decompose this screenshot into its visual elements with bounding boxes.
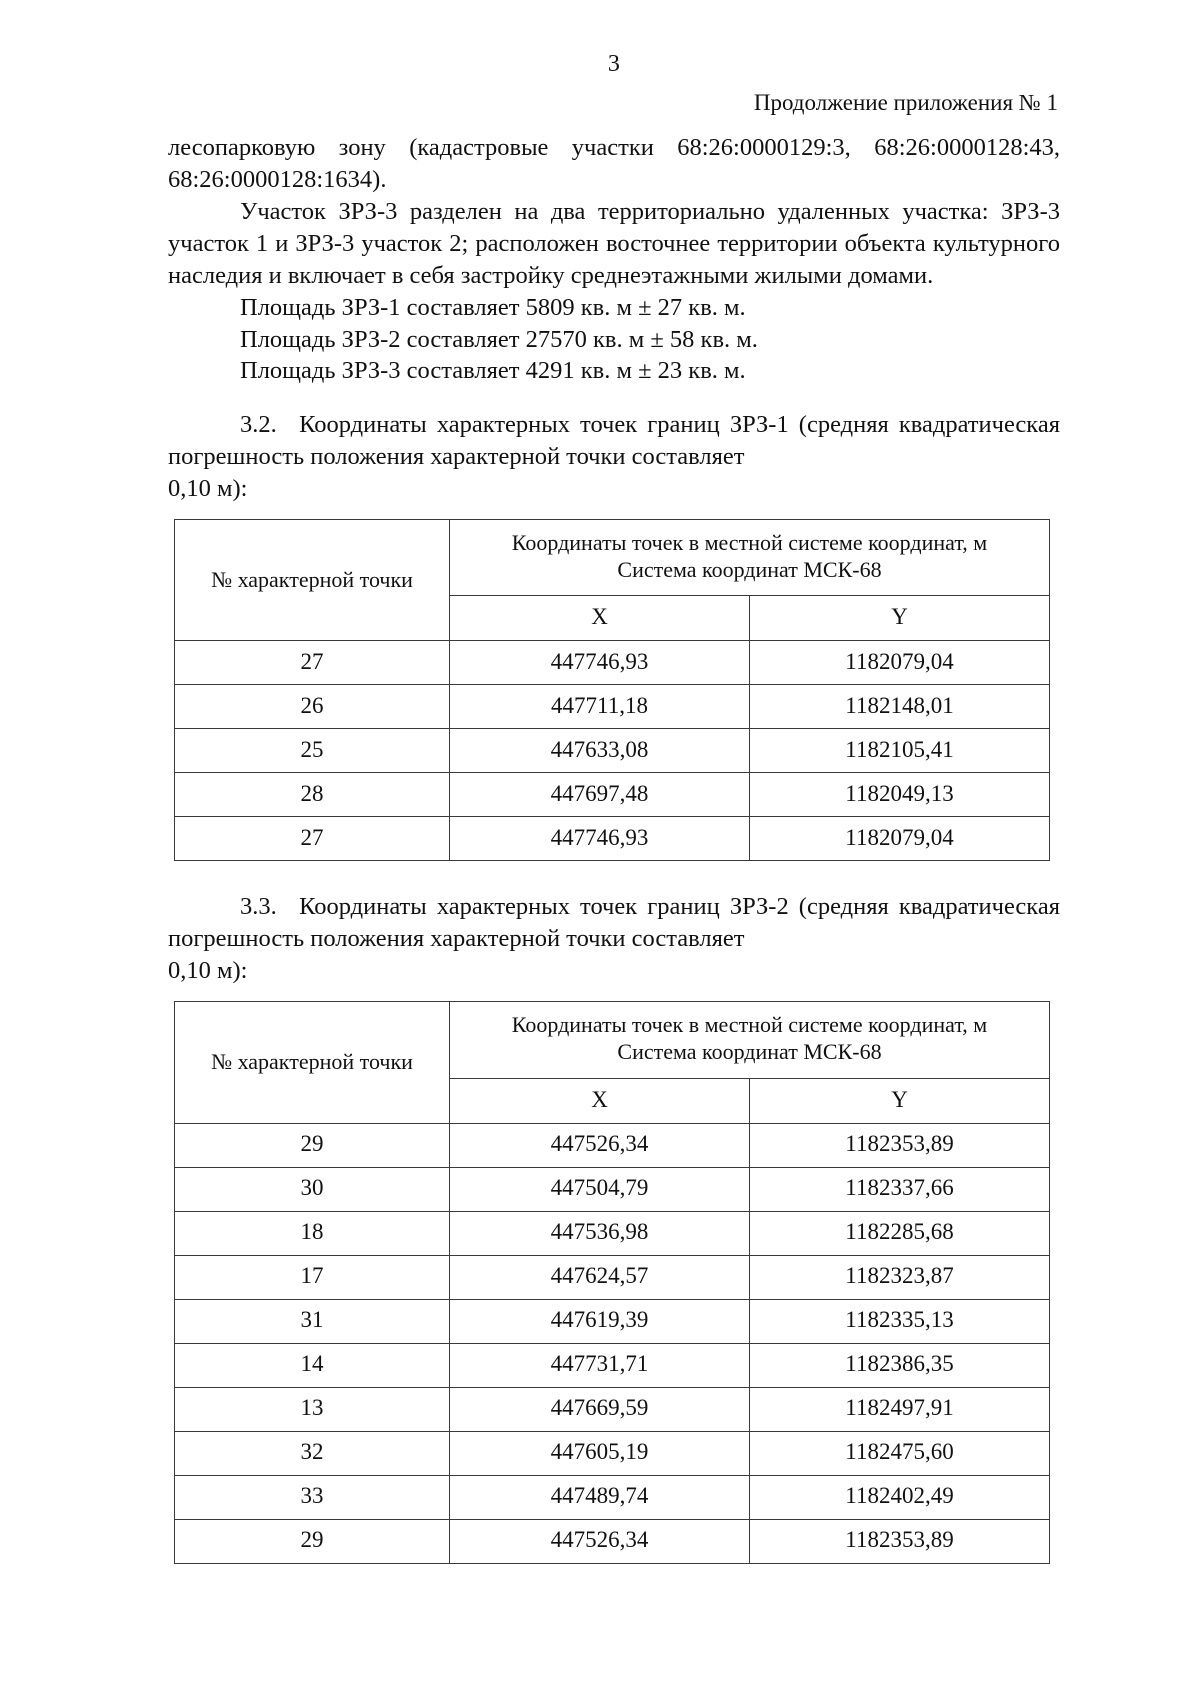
cell-point-number: 30 <box>175 1167 450 1211</box>
table-row <box>175 773 1050 817</box>
page-number: 3 <box>607 51 621 77</box>
area-zrz2: Площадь ЗРЗ-2 составляет 27570 кв. м ± 58 кв. м. <box>240 325 758 353</box>
cell-y: 1182285,68 <box>750 1211 1050 1255</box>
table-row <box>175 1211 1050 1255</box>
cell-x: 447526,34 <box>450 1519 750 1563</box>
cell-y: 1182353,89 <box>750 1123 1050 1167</box>
cell-y: 1182105,41 <box>750 729 1050 773</box>
cell-x: 447731,71 <box>450 1343 750 1387</box>
cell-point-number: 17 <box>175 1255 450 1299</box>
appendix-continuation-note: Продолжение приложения № 1 <box>753 90 1058 115</box>
header-x: X <box>450 1078 750 1123</box>
coordinates-table-zrz1 <box>174 519 1050 862</box>
header-point-number: № характерной точки <box>175 1001 450 1123</box>
cell-y: 1182497,91 <box>750 1387 1050 1431</box>
cell-y: 1182335,13 <box>750 1299 1050 1343</box>
cell-y: 1182148,01 <box>750 685 1050 729</box>
cell-point-number: 13 <box>175 1387 450 1431</box>
cell-x: 447624,57 <box>450 1255 750 1299</box>
table-row <box>175 641 1050 685</box>
cell-point-number: 32 <box>175 1431 450 1475</box>
table-row <box>175 1431 1050 1475</box>
cell-point-number: 26 <box>175 685 450 729</box>
cell-point-number: 14 <box>175 1343 450 1387</box>
table-row <box>175 817 1050 861</box>
cell-point-number: 25 <box>175 729 450 773</box>
header-coordinates-line2: Система координат МСК-68 <box>617 556 882 582</box>
cell-x: 447619,39 <box>450 1299 750 1343</box>
paragraph-forest-park-zone: лесопарковую зону (кадастровые участки 68:26:0000129:3, 68:26:0000128:43, 68:26:0000128:1634). <box>168 134 1060 194</box>
header-x: X <box>450 596 750 641</box>
cell-x: 447504,79 <box>450 1167 750 1211</box>
header-point-number: № характерной точки <box>175 519 450 641</box>
cell-y: 1182049,13 <box>750 773 1050 817</box>
cell-x: 447633,08 <box>450 729 750 773</box>
table-row <box>175 1343 1050 1387</box>
cell-x: 447526,34 <box>450 1123 750 1167</box>
section-3-3-lastline: 0,10 м): <box>168 957 248 985</box>
cell-point-number: 29 <box>175 1123 450 1167</box>
table-row <box>175 1299 1050 1343</box>
cell-y: 1182079,04 <box>750 817 1050 861</box>
table-row <box>175 1387 1050 1431</box>
table-body-zrz1 <box>175 641 1050 861</box>
cell-x: 447711,18 <box>450 685 750 729</box>
table-row <box>175 1475 1050 1519</box>
section-3-3-heading <box>168 891 1060 987</box>
cell-point-number: 29 <box>175 1519 450 1563</box>
cell-point-number: 27 <box>175 817 450 861</box>
cell-point-number: 27 <box>175 641 450 685</box>
cell-y: 1182337,66 <box>750 1167 1050 1211</box>
table-header-row-top <box>175 519 1050 596</box>
paragraph-zrz3-description: Участок ЗРЗ-3 разделен на два территориально удаленных участка: ЗРЗ-3 участок 1 и ЗРЗ-3 участок 2; расположен восточнее территории объекта культурного наследия и включает в себя застройку среднеэтажными жилыми домами. <box>168 198 1060 289</box>
section-3-3-text: 3.3. Координаты характерных точек границ ЗРЗ-2 (средняя квадратическая погрешность положения характерной точки составляет <box>168 893 1060 953</box>
section-3-2-text: 3.2. Координаты характерных точек границ ЗРЗ-1 (средняя квадратическая погрешность положения характерной точки составляет <box>168 411 1060 471</box>
cell-x: 447697,48 <box>450 773 750 817</box>
cell-x: 447669,59 <box>450 1387 750 1431</box>
coordinates-table-zrz2 <box>174 1001 1050 1564</box>
table-row <box>175 1123 1050 1167</box>
table-row <box>175 685 1050 729</box>
cell-y: 1182386,35 <box>750 1343 1050 1387</box>
cell-x: 447489,74 <box>450 1475 750 1519</box>
cell-x: 447746,93 <box>450 817 750 861</box>
cell-y: 1182079,04 <box>750 641 1050 685</box>
table-row <box>175 1255 1050 1299</box>
cell-y: 1182402,49 <box>750 1475 1050 1519</box>
cell-point-number: 33 <box>175 1475 450 1519</box>
cell-x: 447605,19 <box>450 1431 750 1475</box>
table-body-zrz2 <box>175 1123 1050 1563</box>
cell-y: 1182475,60 <box>750 1431 1050 1475</box>
table-row <box>175 1167 1050 1211</box>
cell-point-number: 31 <box>175 1299 450 1343</box>
area-zrz1: Площадь ЗРЗ-1 составляет 5809 кв. м ± 27 кв. м. <box>240 293 746 321</box>
table-row <box>175 1519 1050 1563</box>
cell-x: 447746,93 <box>450 641 750 685</box>
table-row <box>175 729 1050 773</box>
cell-y: 1182323,87 <box>750 1255 1050 1299</box>
area-zrz3: Площадь ЗРЗ-3 составляет 4291 кв. м ± 23 кв. м. <box>240 357 746 385</box>
table-header-row-top <box>175 1001 1050 1078</box>
table-head-zrz2 <box>175 1001 1050 1123</box>
cell-x: 447536,98 <box>450 1211 750 1255</box>
header-coordinates <box>450 1001 1050 1078</box>
table-head-zrz1 <box>175 519 1050 641</box>
section-3-2-heading <box>168 409 1060 505</box>
header-coordinates-line2: Система координат МСК-68 <box>617 1038 882 1064</box>
header-coordinates <box>450 519 1050 596</box>
section-3-2-lastline: 0,10 м): <box>168 474 248 502</box>
header-coordinates-line1: Координаты точек в местной системе координат, м <box>511 1011 988 1037</box>
header-y: Y <box>750 1078 1050 1123</box>
cell-y: 1182353,89 <box>750 1519 1050 1563</box>
header-coordinates-line1: Координаты точек в местной системе координат, м <box>511 529 988 555</box>
cell-point-number: 18 <box>175 1211 450 1255</box>
header-y: Y <box>750 596 1050 641</box>
cell-point-number: 28 <box>175 773 450 817</box>
